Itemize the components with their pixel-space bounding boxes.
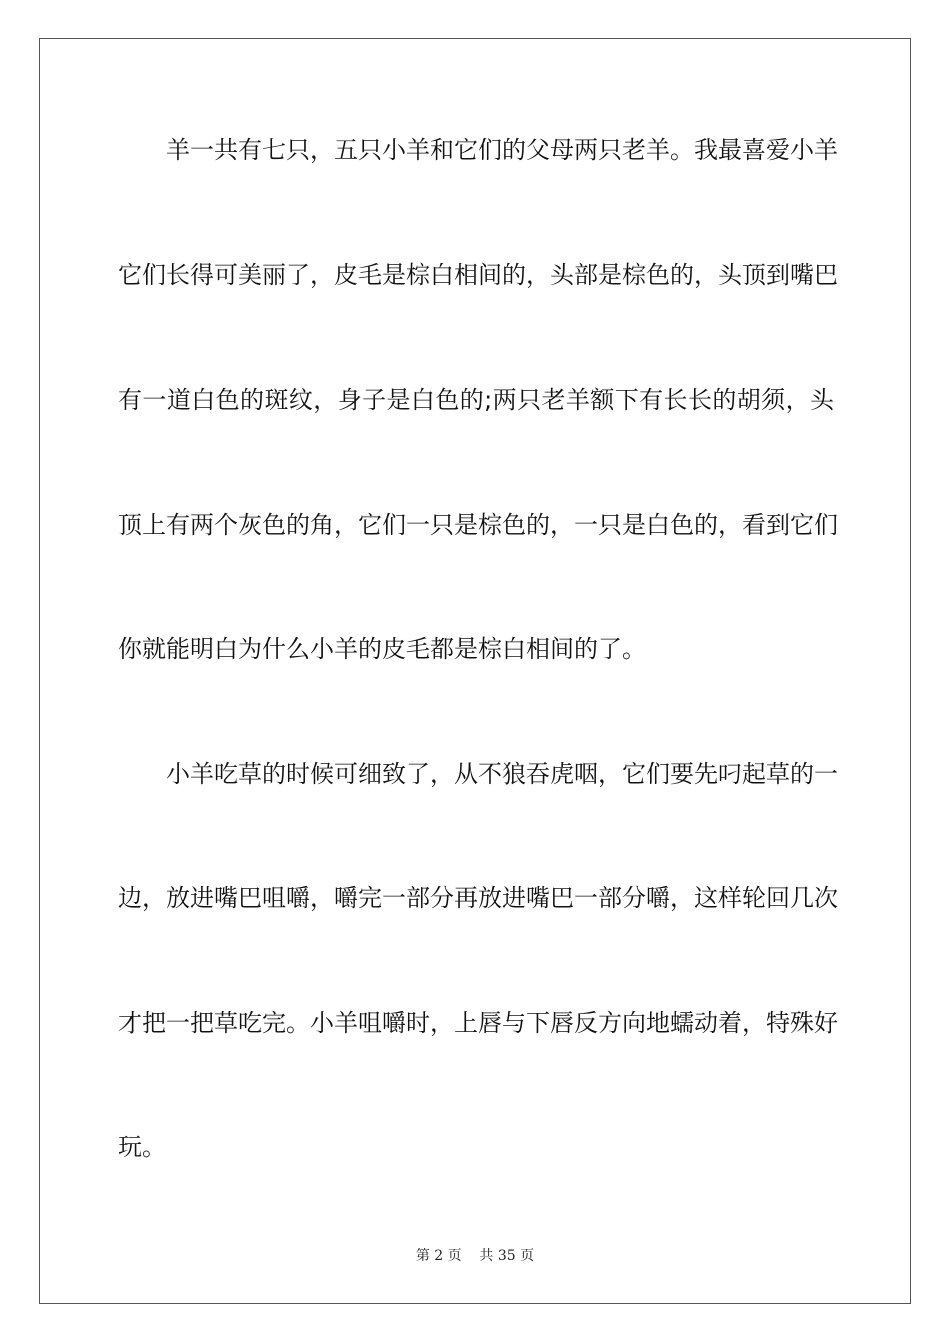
text-line: 你就能明白为什么小羊的皮毛都是棕白相间的了。 (118, 635, 646, 663)
text-line: 顶上有两个灰色的角，它们一只是棕色的，一只是白色的，看到它们 (118, 511, 838, 539)
page-border (39, 38, 911, 1304)
text-line: 才把一把草吃完。小羊咀嚼时，上唇与下唇反方向地蠕动着，特殊好 (118, 1009, 838, 1037)
page-number-footer: 第 2 页 共 35 页 (415, 1248, 535, 1264)
text-line: 有一道白色的斑纹，身子是白色的;两只老羊额下有长长的胡须，头 (118, 386, 834, 414)
text-line: 边，放进嘴巴咀嚼，嚼完一部分再放进嘴巴一部分嚼，这样轮回几次 (118, 884, 838, 912)
text-line: 小羊吃草的时候可细致了，从不狼吞虎咽，它们要先叼起草的一 (166, 760, 838, 788)
text-line: 羊一共有七只，五只小羊和它们的父母两只老羊。我最喜爱小羊 (166, 136, 838, 164)
text-line: 它们长得可美丽了，皮毛是棕白相间的，头部是棕色的，头顶到嘴巴 (118, 261, 838, 289)
text-line: 玩。 (118, 1133, 166, 1161)
